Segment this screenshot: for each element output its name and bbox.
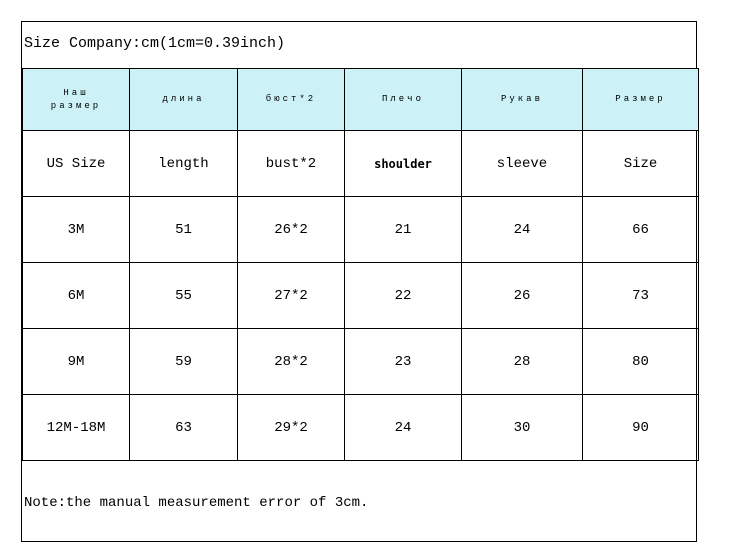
- ru-header-bust: бюст*2: [238, 69, 345, 131]
- ru-header-our-size: [23, 69, 130, 131]
- cell-bust: 29*2: [238, 395, 345, 461]
- cell-sleeve: 30: [462, 395, 583, 461]
- cell-shoulder: 21: [345, 197, 462, 263]
- en-header-us-size: US Size: [23, 131, 130, 197]
- ru-header-our-size-line1: Наш: [63, 87, 89, 98]
- table-row: [23, 263, 699, 329]
- cell-us-size: 6M: [23, 263, 130, 329]
- size-chart: [21, 21, 697, 542]
- en-header-shoulder: shoulder: [345, 131, 462, 197]
- cell-shoulder: 22: [345, 263, 462, 329]
- cell-us-size: 9M: [23, 329, 130, 395]
- cell-length: 51: [130, 197, 238, 263]
- table-row: [23, 329, 699, 395]
- cell-length: 63: [130, 395, 238, 461]
- cell-shoulder: 23: [345, 329, 462, 395]
- cell-shoulder: 24: [345, 395, 462, 461]
- cell-us-size: 12M-18M: [23, 395, 130, 461]
- ru-header-size: Размер: [583, 69, 699, 131]
- en-header-bust: bust*2: [238, 131, 345, 197]
- cell-bust: 27*2: [238, 263, 345, 329]
- size-table: [22, 68, 699, 461]
- cell-size: 73: [583, 263, 699, 329]
- cell-sleeve: 26: [462, 263, 583, 329]
- cell-size: 66: [583, 197, 699, 263]
- ru-header-shoulder: Плечо: [345, 69, 462, 131]
- cell-sleeve: 24: [462, 197, 583, 263]
- english-header-row: [23, 131, 699, 197]
- en-header-size: Size: [583, 131, 699, 197]
- ru-header-sleeve: Рукав: [462, 69, 583, 131]
- cell-us-size: 3M: [23, 197, 130, 263]
- cell-bust: 26*2: [238, 197, 345, 263]
- cell-size: 90: [583, 395, 699, 461]
- cell-size: 80: [583, 329, 699, 395]
- ru-header-length: длина: [130, 69, 238, 131]
- cell-length: 59: [130, 329, 238, 395]
- en-header-length: length: [130, 131, 238, 197]
- en-header-sleeve: sleeve: [462, 131, 583, 197]
- table-row: [23, 395, 699, 461]
- measurement-note: Note:the manual measurement error of 3cm.: [24, 495, 369, 511]
- russian-header-row: [23, 69, 699, 131]
- cell-bust: 28*2: [238, 329, 345, 395]
- cell-sleeve: 28: [462, 329, 583, 395]
- table-row: [23, 197, 699, 263]
- cell-length: 55: [130, 263, 238, 329]
- ru-header-our-size-text: [51, 87, 101, 113]
- size-chart-title: Size Company:cm(1cm=0.39inch): [24, 35, 286, 52]
- ru-header-our-size-line2: размер: [50, 100, 102, 111]
